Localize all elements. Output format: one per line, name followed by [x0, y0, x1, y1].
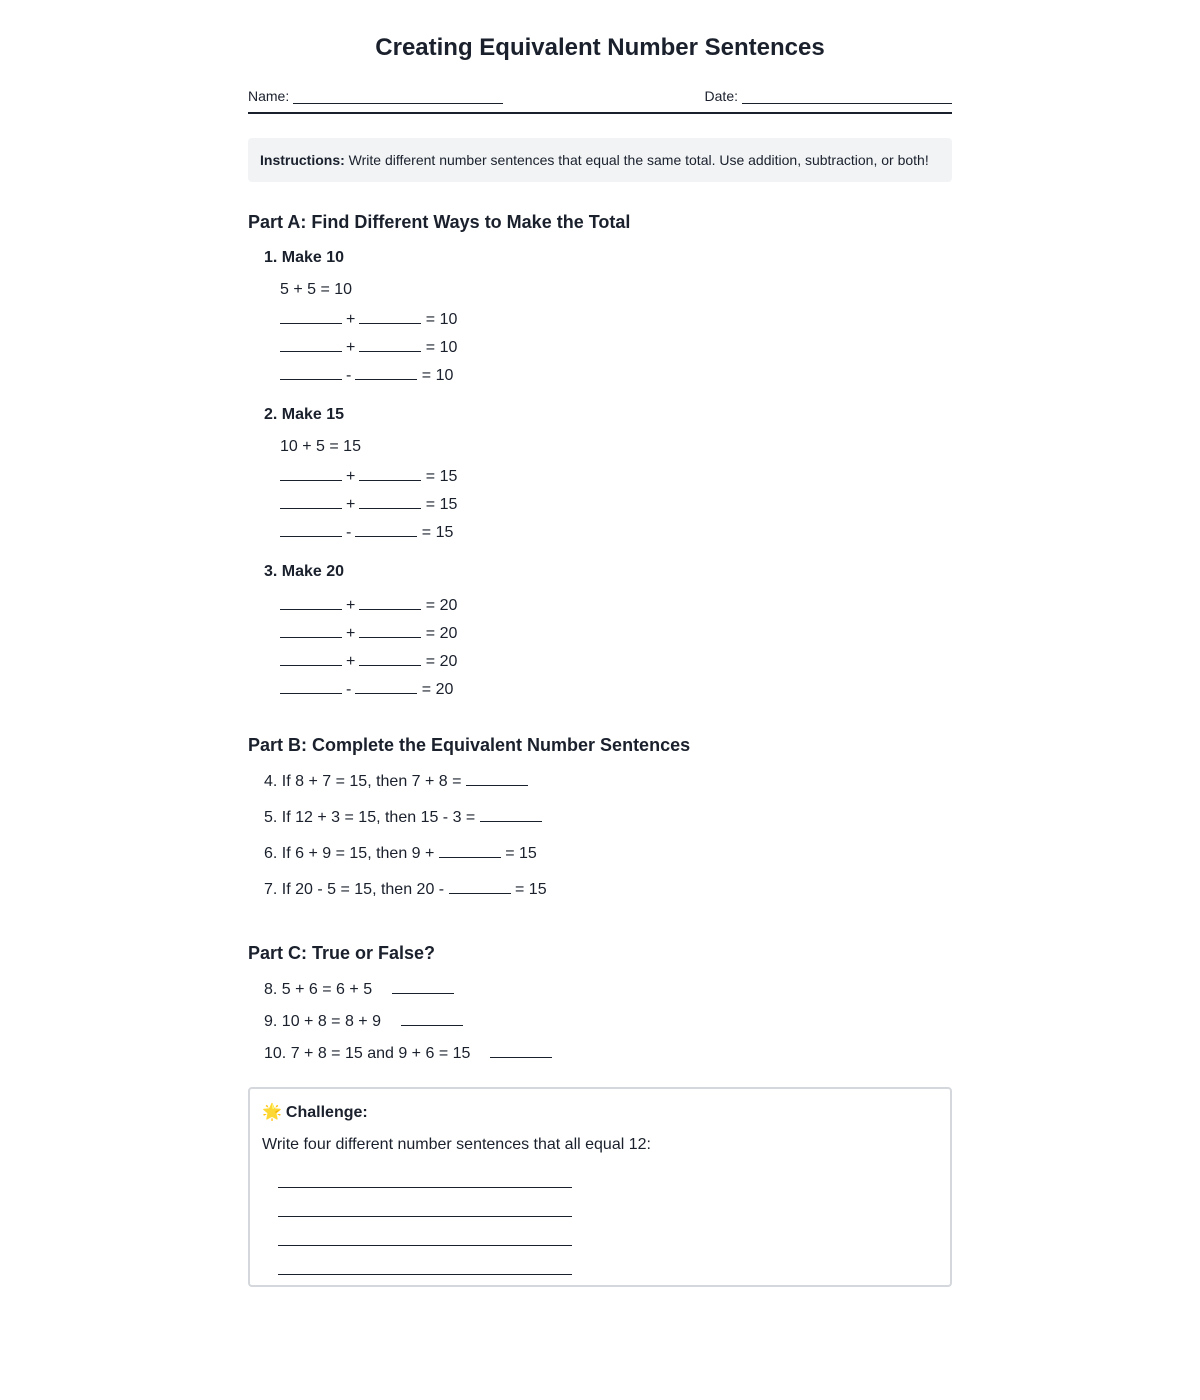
answer-blank[interactable] [280, 464, 342, 481]
answer-blank[interactable] [359, 335, 421, 352]
equation-row [280, 307, 952, 335]
answer-blank[interactable] [280, 593, 342, 610]
item-text: 6. If 6 + 9 = 15, then 9 + [264, 845, 439, 862]
equation-list [280, 593, 952, 705]
operator: + [346, 597, 356, 614]
challenge-answer-lines [278, 1168, 938, 1275]
worksheet-page [248, 0, 952, 1287]
answer-line[interactable] [278, 1197, 572, 1217]
part-c-title: Part C: True or False? [248, 943, 436, 963]
item-text: 8. 5 + 6 = 6 + 5 [264, 981, 373, 998]
item-text-after: = 15 [510, 881, 547, 898]
equation-result: = 15 [425, 468, 458, 485]
answer-blank[interactable] [280, 335, 342, 352]
operator: + [346, 311, 356, 328]
equation-row [280, 335, 952, 363]
list-item [264, 877, 952, 913]
operator: + [346, 496, 356, 513]
problem-title: 2. Make 15 [264, 406, 345, 423]
answer-blank[interactable] [449, 877, 511, 894]
list-item [264, 805, 952, 841]
answer-line[interactable] [278, 1255, 572, 1275]
answer-line[interactable] [278, 1226, 572, 1246]
example-equation: 10 + 5 = 15 [280, 438, 361, 455]
answer-blank[interactable] [439, 841, 501, 858]
equation-result: = 20 [425, 625, 458, 642]
answer-blank[interactable] [466, 769, 528, 786]
item-text: 4. If 8 + 7 = 15, then 7 + 8 = [264, 773, 466, 790]
problem-2 [248, 404, 952, 548]
answer-blank[interactable] [280, 677, 342, 694]
problem-1 [248, 247, 952, 391]
answer-blank[interactable] [355, 363, 417, 380]
part-c-list [264, 977, 952, 1073]
date-field[interactable] [742, 89, 952, 104]
answer-blank[interactable] [359, 307, 421, 324]
answer-blank[interactable] [280, 492, 342, 509]
equation-result: = 20 [425, 597, 458, 614]
instructions-box [248, 138, 952, 182]
operator: + [346, 625, 356, 642]
list-item [264, 1041, 952, 1073]
problem-3 [248, 561, 952, 705]
answer-blank[interactable] [355, 677, 417, 694]
equation-list [280, 279, 952, 391]
list-item [264, 841, 952, 877]
challenge-title: Challenge: [285, 1104, 368, 1121]
equation-row [280, 621, 952, 649]
name-field[interactable] [293, 89, 503, 104]
answer-line[interactable] [278, 1168, 572, 1188]
answer-blank[interactable] [480, 805, 542, 822]
answer-blank[interactable] [280, 363, 342, 380]
equation-row [280, 677, 952, 705]
date-label: Date: [704, 88, 738, 104]
list-item [264, 769, 952, 805]
item-text-after: = 15 [500, 845, 537, 862]
part-b-title: Part B: Complete the Equivalent Number Sentences [248, 735, 691, 755]
item-text: 5. If 12 + 3 = 15, then 15 - 3 = [264, 809, 480, 826]
answer-blank[interactable] [280, 621, 342, 638]
part-b-list [264, 769, 952, 913]
item-text: 9. 10 + 8 = 8 + 9 [264, 1013, 381, 1030]
equation-row [280, 492, 952, 520]
item-text: 7. If 20 - 5 = 15, then 20 - [264, 881, 449, 898]
operator: + [346, 653, 356, 670]
challenge-box [248, 1087, 952, 1287]
answer-blank[interactable] [359, 621, 421, 638]
list-item [264, 977, 952, 1009]
challenge-text: Write four different number sentences that all equal 12: [262, 1136, 651, 1153]
answer-blank[interactable] [359, 492, 421, 509]
operator: + [346, 468, 356, 485]
answer-blank[interactable] [392, 977, 454, 994]
equation-result: = 10 [421, 367, 454, 384]
equation-row [280, 520, 952, 548]
equation-row [280, 593, 952, 621]
problem-title: 3. Make 20 [264, 563, 345, 580]
answer-blank[interactable] [401, 1009, 463, 1026]
instructions-label: Instructions: [260, 152, 345, 168]
equation-result: = 15 [421, 524, 454, 541]
star-icon: 🌟 [262, 1104, 282, 1121]
answer-blank[interactable] [280, 649, 342, 666]
equation-row [280, 464, 952, 492]
answer-blank[interactable] [359, 464, 421, 481]
item-text: 10. 7 + 8 = 15 and 9 + 6 = 15 [264, 1045, 471, 1062]
problem-title: 1. Make 10 [264, 249, 345, 266]
name-label: Name: [248, 88, 290, 104]
operator: - [346, 367, 352, 384]
part-a-title: Part A: Find Different Ways to Make the Total [248, 212, 631, 232]
equation-result: = 15 [425, 496, 458, 513]
equation-result: = 10 [425, 311, 458, 328]
list-item [264, 1009, 952, 1041]
answer-blank[interactable] [490, 1041, 552, 1058]
example-equation: 5 + 5 = 10 [280, 281, 353, 298]
equation-row [280, 363, 952, 391]
equation-row [280, 649, 952, 677]
answer-blank[interactable] [280, 307, 342, 324]
equation-result: = 20 [421, 681, 454, 698]
answer-blank[interactable] [359, 649, 421, 666]
operator: - [346, 681, 352, 698]
header-row [248, 78, 952, 114]
page-title: Creating Equivalent Number Sentences [375, 34, 825, 61]
challenge-heading [262, 1102, 938, 1124]
equation-list [280, 436, 952, 548]
equation-result: = 20 [425, 653, 458, 670]
name-field-group [248, 88, 503, 104]
date-field-group [705, 88, 952, 104]
operator: - [346, 524, 352, 541]
operator: + [346, 339, 356, 356]
instructions-text: Write different number sentences that equal the same total. Use addition, subtraction, or both! [348, 152, 929, 168]
answer-blank[interactable] [280, 520, 342, 537]
answer-blank[interactable] [355, 520, 417, 537]
answer-blank[interactable] [359, 593, 421, 610]
equation-result: = 10 [425, 339, 458, 356]
